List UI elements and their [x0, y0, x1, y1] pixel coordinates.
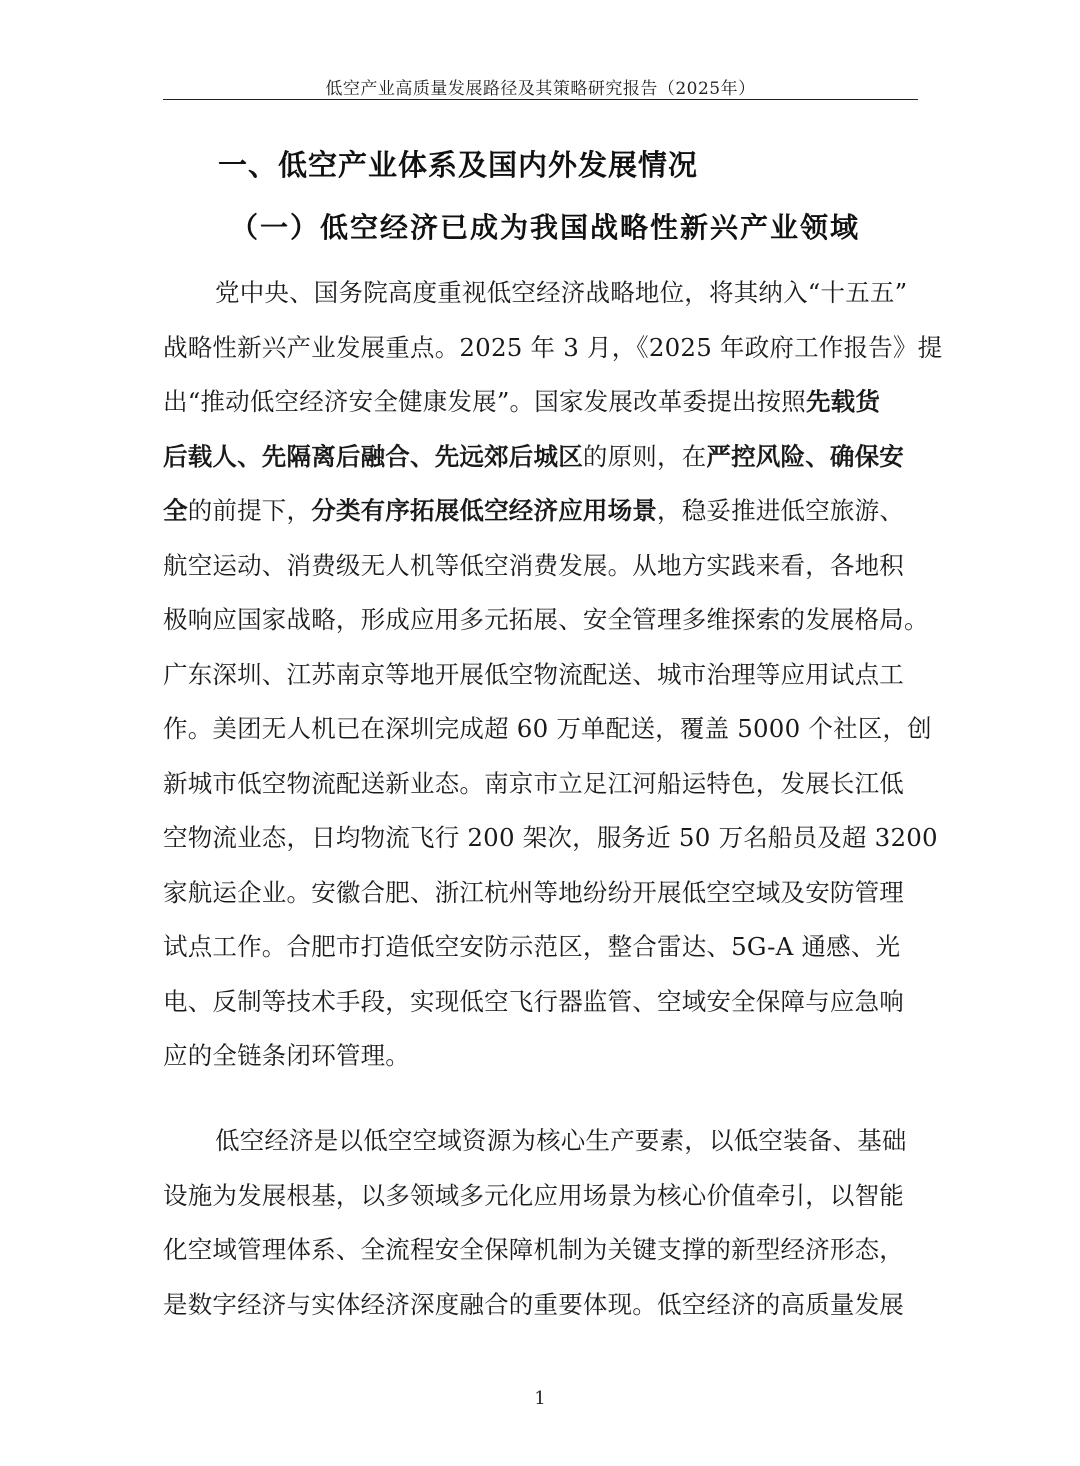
body-text: 低空经济是以低空空域资源为核心生产要素，以低空装备、基础 — [215, 1126, 907, 1155]
body-text: ，稳妥推进低空旅游、 — [657, 496, 905, 525]
body-text: 出“推动低空经济安全健康发展”。国家发展改革委提出按照 — [163, 387, 806, 416]
text-line — [163, 975, 918, 1030]
emphasis-text: 先载货 — [805, 387, 881, 416]
running-header: 低空产业高质量发展路径及其策略研究报告（2025年） — [325, 79, 756, 99]
body-text: 党中央、国务院高度重视低空经济战略地位，将其纳入“十五五” — [215, 278, 908, 307]
text-line — [163, 648, 918, 703]
paragraph-2 — [163, 1114, 918, 1332]
body-text: 应的全链条闭环管理。 — [163, 1041, 410, 1070]
body-text: 化空域管理体系、全流程安全保障机制为关键支撑的新型经济形态， — [163, 1235, 904, 1264]
body-text: 航空运动、消费级无人机等低空消费发展。从地方实践来看，各地积 — [163, 550, 904, 580]
text-line — [163, 321, 943, 376]
header-divider — [163, 99, 918, 100]
body-text: 电、反制等技术手段，实现低空飞行器监管、空域安全保障与应急响 — [163, 986, 904, 1016]
text-line — [163, 920, 918, 975]
text-line — [163, 430, 918, 485]
page-number: 1 — [534, 1388, 546, 1409]
emphasis-text: 严控风险、确保安 — [706, 441, 905, 471]
text-line — [163, 1278, 918, 1333]
body-text: 极响应国家战略，形成应用多元拓展、安全管理多维探索的发展格局。 — [163, 605, 929, 634]
text-line — [163, 866, 918, 921]
subsection-heading: （一）低空经济已成为我国战略性新兴产业领域 — [230, 211, 861, 244]
body-text: 试点工作。合肥市打造低空安防示范区，整合雷达、5G-A 通感、光 — [163, 932, 901, 961]
body-text: 的前提下， — [187, 496, 312, 525]
emphasis-text: 全 — [163, 496, 188, 525]
text-line — [163, 811, 938, 866]
body-text: 家航运企业。安徽合肥、浙江杭州等地纷纷开展低空空域及安防管理 — [163, 877, 904, 907]
text-line — [163, 593, 929, 648]
text-line — [163, 702, 932, 757]
text-line — [163, 757, 918, 812]
body-text: 空物流业态，日均物流飞行 200 架次，服务近 50 万名船员及超 3200 — [163, 823, 938, 852]
body-text: 作。美团无人机已在深圳完成超 60 万单配送，覆盖 5000 个社区，创 — [163, 714, 932, 743]
body-text: 设施为发展根基，以多领域多元化应用场景为核心价值牵引，以智能 — [163, 1180, 904, 1210]
paragraph-1 — [163, 266, 943, 1084]
text-line — [163, 1114, 918, 1169]
text-line — [163, 1223, 918, 1278]
text-line — [163, 1169, 918, 1224]
text-line — [163, 484, 918, 539]
text-line — [163, 1029, 918, 1084]
emphasis-text: 分类有序拓展低空经济应用场景 — [311, 496, 658, 525]
text-line — [163, 539, 918, 594]
section-heading: 一、低空产业体系及国内外发展情况 — [218, 148, 699, 182]
text-line — [163, 375, 918, 430]
emphasis-text: 后载人、先隔离后融合、先远郊后城区 — [163, 441, 583, 471]
body-text: 战略性新兴产业发展重点。2025 年 3 月，《2025 年政府工作报告》提 — [163, 332, 943, 362]
text-line — [163, 266, 918, 321]
body-text: 新城市低空物流配送新业态。南京市立足江河船运特色，发展长江低 — [163, 768, 904, 798]
body-text: 广东深圳、江苏南京等地开展低空物流配送、城市治理等应用试点工 — [163, 659, 904, 689]
body-text: 的原则，在 — [582, 441, 707, 471]
body-text: 是数字经济与实体经济深度融合的重要体现。低空经济的高质量发展 — [163, 1289, 904, 1319]
